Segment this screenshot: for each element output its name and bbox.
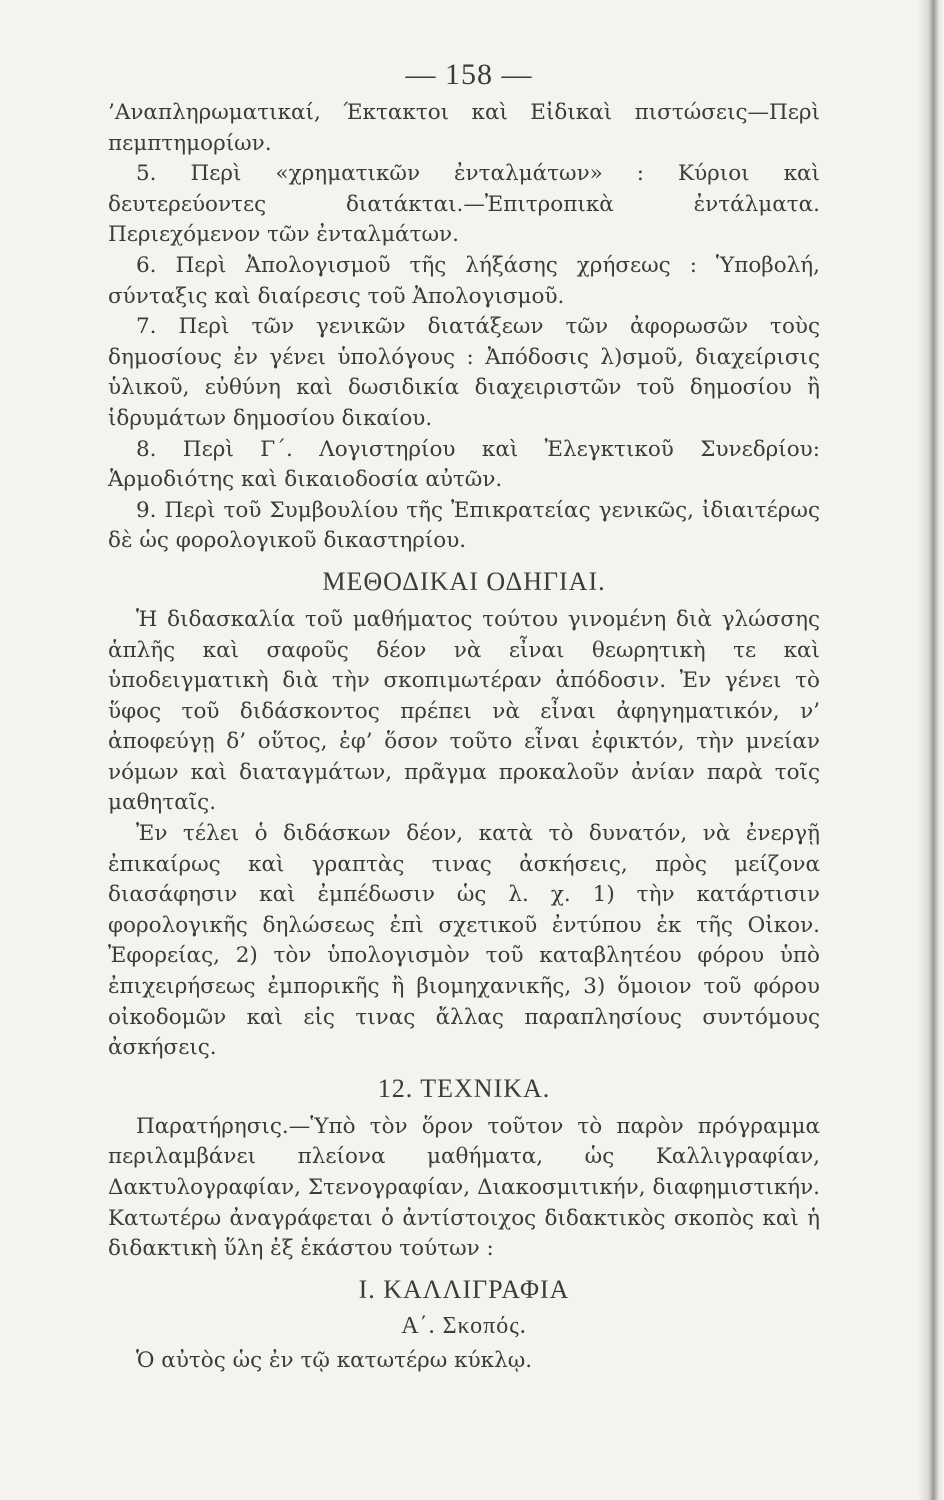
paragraph-technika: Παρατήρησις.—Ὑπὸ τὸν ὅρον τοῦτον τὸ παρὸν πρόγραμμα περιλαμβάνει πλείονα μαθήματα, ὡς Καλλιγραφίαν, Δακτυλογραφίαν, Στενογραφίαν, Διακοσμιτικήν, διαφημιστικήν. Κατωτέρω ἀναγράφεται ὁ ἀντίστοιχος διδακτικὸς σκοπὸς καὶ ἡ διδακτικὴ ὕλη ἐξ ἑκάστου τούτων : [108,1113,820,1262]
heading-calligraphy: Ι. ΚΑΛΛΙΓΡΑΦΙΑ [358,1274,570,1304]
heading-technika: 12. ΤΕΧΝΙΚΑ. [377,1073,551,1103]
list-item-6: 6. Περὶ Ἀπολογισμοῦ τῆς λήξάσης χρήσεως : Ὑποβολή, σύνταξις καὶ διαίρεσις τοῦ Ἀπολογισμοῦ. [108,252,820,309]
heading-methods: ΜΕΘΟΔΙΚΑΙ ΟΔΗΓΙΑΙ. [322,566,606,596]
paragraph-last: Ὁ αὐτὸς ὡς ἐν τῷ κατωτέρω κύκλῳ. [136,1347,533,1373]
page-edge-shadow [918,0,944,1500]
list-item-7: 7. Περὶ τῶν γενικῶν διατάξεων τῶν ἀφορωσῶν τοὺς δημοσίους ἐν γένει ὑπολόγους : Ἀπόδοσις λ)σμοῦ, διαχείρισις ὑλικοῦ, εὐθύνη καὶ δωσιδικία διαχειριστῶν τοῦ δημοσίου ἢ ἱδρυμάτων δημοσίου δικαίου. [108,314,820,431]
paragraph-methods-1: Ἡ διδασκαλία τοῦ μαθήματος τούτου γινομένη διὰ γλώσσης ἁπλῆς καὶ σαφοῦς δέον νὰ εἶναι θεωρητικὴ τε καὶ ὑποδειγματικὴ διὰ τὴν σκοπιμωτέραν ἀπόδοσιν. Ἐν γένει τὸ ὕφος τοῦ διδάσκοντος πρέπει νὰ εἶναι ἀφηγηματικόν, ν’ ἀποφεύγῃ δ’ οὕτος, ἐφ’ ὅσον τοῦτο εἶναι ἐφικτόν, τὴν μνείαν νόμων καὶ διαταγμάτων, πρᾶγμα προκαλοῦν ἀνίαν παρὰ τοῖς μαθηταῖς. [108,606,820,816]
document-page [108,58,820,1376]
paragraph-methods-2: Ἐν τέλει ὁ διδάσκων δέον, κατὰ τὸ δυνατόν, νὰ ἐνεργῇ ἐπικαίρως καὶ γραπτὰς τινας ἀσκήσεις, πρὸς μείζονα διασάφησιν καὶ ἐμπέδωσιν ὡς λ. χ. 1) τὴν κατάρτισιν φορολογικῆς δηλώσεως ἐπὶ σχετικοῦ ἐντύπου ἐκ τῆς Οἰκον. Ἐφορείας, 2) τὸν ὑπολογισμὸν τοῦ καταβλητέου φόρου ὑπὸ ἐπιχειρήσεως ἐμπορικῆς ἢ βιομηχανικῆς, 3) ὅμοιον τοῦ φόρου οἰκοδομῶν καὶ εἰς τινας ἄλλας παραπλησίους συντόμους ἀσκήσεις. [108,821,820,1061]
list-item-5: 5. Περὶ «χρηματικῶν ἐνταλμάτων» : Κύριοι καὶ δευτερεύοντες διατάκται.—Ἐπιτροπικὰ ἐντάλματα. Περιεχόμενον τῶν ἐνταλμάτων. [108,161,820,248]
paragraph-continuation: ’Αναπληρωματικαί, Έκτακτοι καὶ Εἰδικαὶ πιστώσεις—Περὶ πεμπτημορίων. [108,100,820,156]
list-item-9: 9. Περὶ τοῦ Συμβουλίου τῆς Ἐπικρατείας γενικῶς, ἰδιαιτέρως δὲ ὡς φορολογικοῦ δικαστηρίου. [108,497,820,554]
subheading-purpose: Α΄. Σκοπός. [401,1312,527,1339]
page-number: — 158 — [405,58,533,91]
list-item-8: 8. Περὶ Γ΄. Λογιστηρίου καὶ Ἐλεγκτικοῦ Συνεδρίου: Ἁρμοδιότης καὶ δικαιοδοσία αὐτῶν. [108,436,820,493]
